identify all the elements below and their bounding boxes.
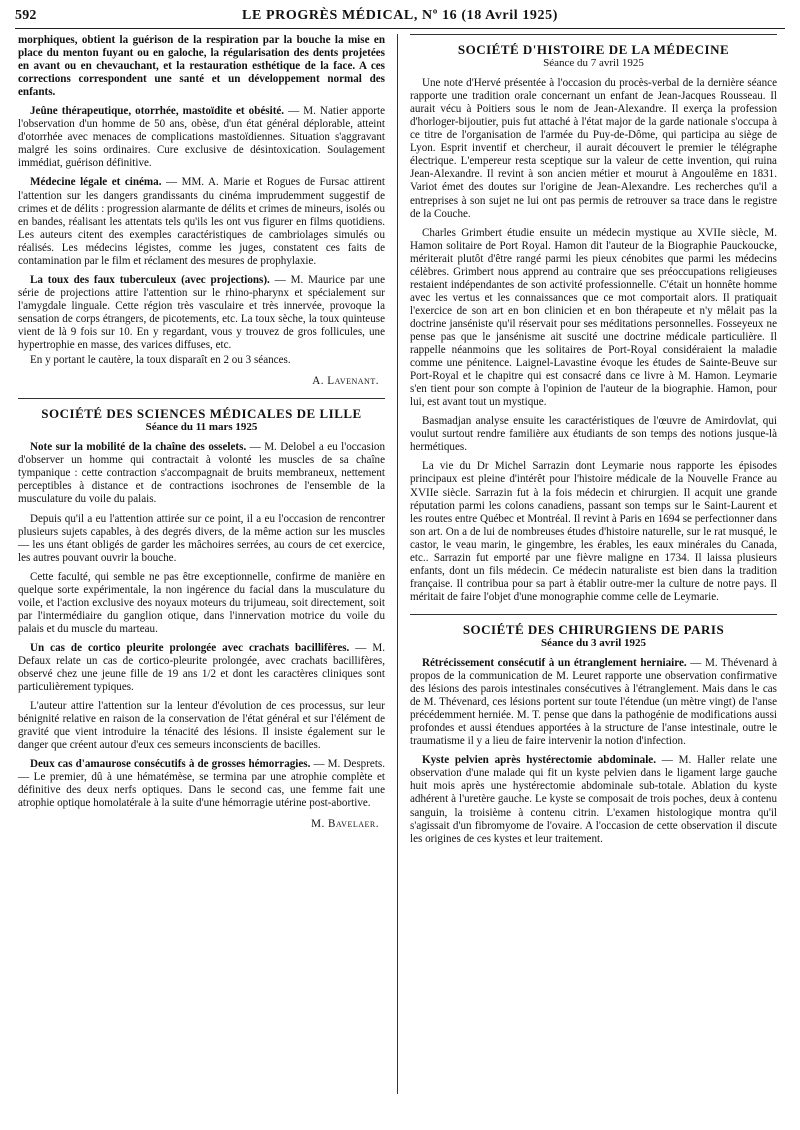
- continuation-paragraph: morphiques, obtient la guérison de la respiration par la bouche la mise en place du menton fuyant ou en galoche, la régularisation des dents projetées en avant ou en chevauchant, et la restauration esthétique de la face. A ces corrections correspondent une santé et un développement normal des enfants.: [18, 34, 385, 99]
- running-header: [15, 4, 785, 29]
- article-body: — M. Maurice par une série de projections attire l'attention sur le rhino-pharynx et spécialement sur l'amygdale linguale. Cette région très vasculaire et très innervée, provoque la sensation de corps étrangers, de picotements, etc. La toux sèche, la toux quinteuse vient de là 9 fois sur 10. En y regardant, vous y trouvez de gros follicules, une hypertrophie en masse, des varices diffuses, etc.: [18, 273, 385, 352]
- society-heading: SOCIÉTÉ DES CHIRURGIENS DE PARIS: [462, 621, 725, 637]
- article-title: Médecine légale et cinéma.: [30, 176, 162, 189]
- article-title: Jeûne thérapeutique, otorrhée, mastoïdite et obésité.: [30, 105, 285, 118]
- session-date: Séance du 3 avril 1925: [540, 636, 647, 649]
- article-toux: [18, 274, 385, 352]
- paragraph: Basmadjan analyse ensuite les caractéristiques de l'œuvre de Amirdovlat, qui voulut surtout rendre familière aux étudiants de son temps des notions jusque-là hermétiques.: [410, 415, 777, 454]
- paragraph: La vie du Dr Michel Sarrazin dont Leymarie nous rapporte les épisodes principaux est pleine d'intérêt pour l'histoire médicale de la Nouvelle France au XVIIe siècle. Sarrazin fut à la fois médecin et chirurgien. Il acquit une grande réputation parmi les colons canadiens, passant son temps sur le Saint-Laurent et les routes entre Québec et Montréal. Il revint à Paris en 1694 se perfectionner dans son art. On a de lui de nombreuses études d'histoire naturelle, sur le rat musqué, le castor, le veau marin, le gingembre, les érables, les eaux minérales du Canada, etc.. Sarrazin fut emporté par une fièvre maligne en 1734. Il laissa plusieurs enfants, dont un fils médecin. Ce médecin naturaliste est bien dans la tradition française. Il contribua pour sa part à établir outre-mer la culture de notre pays. Il méritait de faire l'objet d'une monographie comme celle de Leymarie.: [410, 460, 777, 603]
- article-pleurite: [18, 642, 385, 694]
- society-heading: SOCIÉTÉ DES SCIENCES MÉDICALES DE LILLE: [41, 406, 362, 422]
- left-column: [18, 34, 385, 842]
- article-kyste: [410, 754, 777, 845]
- article-retrecissement: [410, 657, 777, 748]
- article-title: Un cas de cortico pleurite prolongée avec crachats bacillifères.: [30, 641, 350, 654]
- society-heading: SOCIÉTÉ D'HISTOIRE DE LA MÉDECINE: [457, 42, 730, 57]
- article-title: Deux cas d'amaurose consécutifs à de grosses hémorragies.: [30, 758, 311, 771]
- section-rule: [18, 398, 385, 399]
- paragraph: Cette faculté, qui semble ne pas être exceptionnelle, confirme de manière en quelque sorte expérimentale, la non ingérence du facial dans la musculature du voile, et l'action exclusive des noyaux moteurs du trijumeau, soit directement, soit par l'intermédiaire du ganglion otique, dans l'innervation motrice du voile du palais et du muscle du marteau.: [18, 570, 385, 635]
- article-title: Rétrécissement consécutif à un étranglement herniaire.: [422, 657, 687, 670]
- page-number: 592: [15, 8, 37, 23]
- article-body: — MM. A. Marie et Rogues de Fursac attirent l'attention sur les dangers grandissants du cinéma imprudemment suggestif de crimes et de délits : progression alarmante de délits et crimes de mineurs, isolés ou en bandes, réalisant les attentats tels qu'ils les ont vus figurer en films quotidiens. Les auteurs citent des exemples caractéristiques de cambriolages simulés ou réalisés. Les médecins légistes, comme les juges, constatent ces faits de contamination par le film et réclament des mesures de prophylaxie.: [18, 176, 385, 267]
- session-date: Séance du 11 mars 1925: [145, 421, 258, 434]
- signature: M. Bavelaer.: [311, 818, 379, 831]
- article-body: — M. Defaux relate un cas de cortico-pleurite prolongée, avec crachats bacillifères, observé chez une jeune fille de 19 ans 1/2 et dont les caractères cliniques sont particulièrement typiques.: [18, 641, 386, 694]
- paragraph: Une note d'Hervé présentée à l'occasion du procès-verbal de la dernière séance rapporte une tradition orale concernant un enfant de Jean-Jacques Rousseau. Il aurait vécu à Poitiers sous le nom de Jean-Alexandre. Il exerça la profession d'horloger-bijoutier, puis fut attaché à l'état major de la garde nationale s'occupa à ce titre de l'organisation de l'armée du Puy-de-Dôme, qui participa au siège de Lyon. Esprit inventif et chercheur, il aurait découvert le premier le télégraphe électrique. L'empereur resta sceptique sur la valeur de cette invention, qui ruina Jean-Alexandre. Il revint à son ancien métier et mourut à Angoulême en 1831. Variot émet des doutes sur l'origine de Jean-Alexandre. Les recherches qu'il a entreprises à son sujet ne lui ont pas permis de retrouver sa trace dans le registre de la Couche.: [410, 77, 777, 220]
- article-body: — M. Desprets. — Le premier, dû à une hématémèse, se termina par une atrophie complète et définitive des deux nerfs optiques. Dans le second cas, une femme fait une atrophie optique homolatérale à la suite d'une hémorragie utérine post-abortive.: [18, 758, 385, 810]
- article-body: — M. Haller relate une observation d'une malade qui fit un kyste pelvien dans le ligament large gauche huit mois après une hystérectomie abdominale sub-totale. Ablation du kyste adhérent à l'uretère gauche. Le kyste se composait de trois poches, deux à contenu sanguin, la troisième à contenu citrin. L'examen histologique montra qu'il s'agissait d'un fibromyome de l'ovaire. A l'occasion de cette observation il discute les origines de ces kystes et leur traitement.: [410, 754, 778, 845]
- section-rule: [410, 614, 777, 615]
- column-divider: [397, 34, 398, 1094]
- article-title: La toux des faux tuberculeux (avec projections).: [30, 273, 270, 286]
- paragraph: En y portant le cautère, la toux disparaît en 2 ou 3 séances.: [30, 354, 291, 367]
- paragraph: Charles Grimbert étudie ensuite un médecin mystique au XVIIe siècle, M. Hamon solitaire de Port Royal. Hamon dit l'auteur de la Biographie Pauckoucke, mériterait plutôt d'être rangé parmi les pieux cénobites que parmi les médecins célèbres. Grimbert nous apprend au contraire que ses préoccupations religieuses restaient indépendantes de son activité professionnelle. C'était un honnête homme avec les vertus et les connaissances que ce mot comportait alors. Il pratiquait l'exercice de son art en bon clinicien et en bon thérapeute et n'y mêlait pas la doctrine janséniste qu'il réservait pour ses méditations personnelles. Fosseyeux ne pense pas que le jansénisme ait suscité une doctrine médicale particulière. Il rappelle néanmoins que les solitaires de Port-Royal considéraient la maladie comme une pénitence. Laignel-Lavastine évoque les études de Sainte-Beuve sur Port-Royal et le chapitre qui est consacré dans ce livre à M. Hamon. Leymarie s'en tient pour son compte à l'opinion de l'auteur de la biographie. Hamon, pour lui, est avant tout un mystique.: [410, 226, 777, 409]
- article-cinema: [18, 176, 385, 267]
- article-obesite: [18, 105, 385, 170]
- journal-title: LE PROGRÈS MÉDICAL, Nº 16 (18 Avril 1925): [242, 8, 558, 23]
- section-rule: [410, 34, 777, 35]
- paragraph: L'auteur attire l'attention sur la lenteur d'évolution de ces processus, sur leur bénignité relative en raison de la conservation de l'état général et sur l'élément de gravité que vient introduire la ténacité des lésions. Il insiste également sur le danger que créent autour d'eux ces semeurs inconscients de bacilles.: [18, 700, 385, 752]
- session-date: Séance du 7 avril 1925: [543, 57, 644, 70]
- article-body: — M. Delobel a eu l'occasion d'observer un homme qui contractait à volonté les muscles de sa chaîne tympanique : cette contraction s'accompagnait de bruits membraneux, nettement perceptibles à distance et de contractions isochrones de l'ensemble de la musculature du voile du palais.: [18, 441, 386, 506]
- article-title: Note sur la mobilité de la chaîne des osselets.: [30, 441, 247, 454]
- paragraph: Depuis qu'il a eu l'attention attirée sur ce point, il a eu l'occasion de rencontrer plusieurs sujets capables, à des degrés divers, de la même action sur les muscles — les uns étant obligés de garder les mâchoires serrées, au cours de cet exercice, les autres pouvant ouvrir la bouche.: [18, 512, 385, 564]
- right-column: [410, 34, 777, 852]
- article-amaurose: [18, 758, 385, 810]
- signature: A. Lavenant.: [312, 375, 379, 388]
- article-body: — M. Thévenard à propos de la communication de M. Leuret rapporte une observation confirmative des lésions des parois intestinales consécutives à l'étranglement. Mais dans le cas de M. Thévenard, ces lésions portent sur toute l'étendue (un mètre vingt) de l'anse précédemment herniée. M. T. pense que dans la pathogénie de modifications aussi profondes et aussi étendues apportées à la structure de l'anse intestinale, outre le traumatisme il y a lieu de faire intervenir la notion d'infection.: [410, 657, 778, 748]
- article-title: Kyste pelvien après hystérectomie abdominale.: [422, 754, 656, 767]
- article-osselets: [18, 441, 385, 506]
- article-body: — M. Natier apporte l'observation d'un homme de 50 ans, obèse, d'un état général déplorable, atteint d'otorrhée avec menaces de complications mastoïdiennes. Situation s'aggravant malgré les soins ordinaires. Cure exclusive de désintoxication. Soulagement immédiat, guérison définitive.: [18, 105, 385, 170]
